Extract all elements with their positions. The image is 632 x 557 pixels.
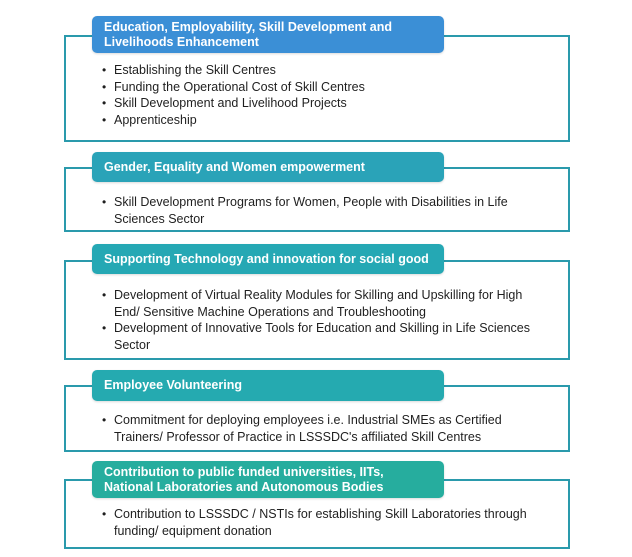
- list-item: [102, 287, 532, 320]
- bullet-icon: •: [102, 321, 107, 335]
- list-item-text: Funding the Operational Cost of Skill Centres: [114, 79, 365, 94]
- list-item-text: Skill Development and Livelihood Projects: [114, 96, 347, 110]
- bullet-icon: •: [102, 96, 107, 110]
- list-item-text: Commitment for deploying employees i.e. Industrial SMEs as Certified Trainers/ Professor of Practice in LSSSDC's affiliated Skill Centres: [114, 413, 502, 444]
- bullet-icon: •: [102, 413, 107, 427]
- bullet-list: [102, 506, 532, 539]
- list-item: [102, 112, 532, 129]
- bullet-list: [102, 412, 532, 445]
- list-item: [102, 194, 532, 227]
- section-title: Employee Volunteering: [104, 378, 242, 392]
- list-item-text: Skill Development Programs for Women, People with Disabilities in Life Sciences Sector: [114, 195, 508, 226]
- bullet-list: [102, 287, 532, 353]
- list-item-text: Contribution to LSSSDC / NSTIs for establishing Skill Laboratories through funding/ equipment donation: [114, 507, 527, 538]
- bullet-icon: •: [102, 288, 107, 302]
- section-title: Gender, Equality and Women empowerment: [104, 159, 365, 174]
- list-item: [102, 62, 532, 79]
- list-item-text: Development of Innovative Tools for Education and Skilling in Life Sciences Sector: [114, 321, 530, 352]
- list-item-text: Development of Virtual Reality Modules for Skilling and Upskilling for High End/ Sensitive Machine Operations and Troubleshooting: [114, 288, 523, 319]
- list-item: [102, 95, 532, 112]
- bullet-list: [102, 62, 532, 128]
- bullet-icon: •: [102, 195, 107, 209]
- bullet-icon: •: [102, 507, 107, 521]
- list-item: [102, 412, 532, 445]
- section-header: [92, 244, 444, 274]
- section-header: [92, 16, 444, 53]
- list-item-text: Establishing the Skill Centres: [114, 63, 276, 77]
- section-header: [92, 370, 444, 401]
- section-title: Contribution to public funded universities, IITs, National Laboratories and Autonomous Bodies: [104, 464, 384, 494]
- section-header: [92, 461, 444, 498]
- bullet-icon: •: [102, 63, 107, 77]
- list-item: [102, 506, 532, 539]
- section-title: Education, Employability, Skill Development and Livelihoods Enhancement: [104, 19, 393, 49]
- bullet-list: [102, 194, 532, 227]
- section-header: [92, 152, 444, 182]
- section-title: Supporting Technology and innovation for social good: [104, 251, 429, 266]
- list-item: [102, 320, 532, 353]
- list-item: [102, 79, 532, 96]
- bullet-icon: •: [102, 79, 107, 94]
- bullet-icon: •: [102, 112, 107, 127]
- list-item-text: Apprenticeship: [114, 112, 197, 127]
